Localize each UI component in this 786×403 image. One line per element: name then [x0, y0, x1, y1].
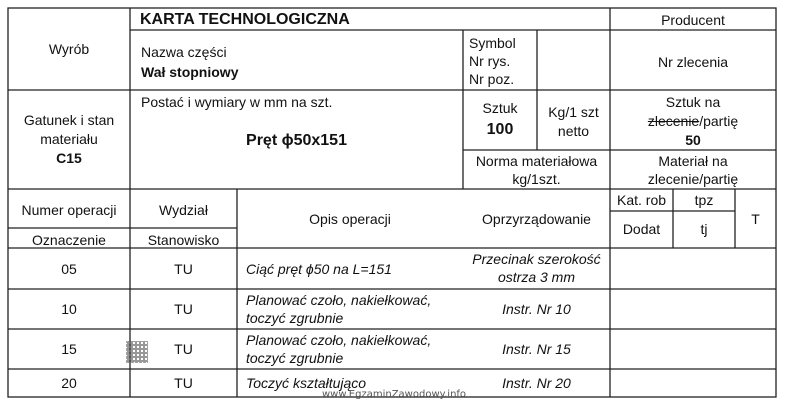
part-name-value: Wał stopniowy	[141, 64, 239, 80]
card-title: KARTA TECHNOLOGICZNA	[140, 11, 350, 28]
watermark: www.EgzaminZawodowy.info	[322, 389, 467, 400]
material-order-line2: zlecenie/partię	[647, 171, 739, 187]
batch-value: 50	[685, 132, 701, 148]
row-15-number: 15	[61, 341, 77, 357]
row-05-tooling-line2: ostrza 3 mm	[497, 269, 575, 285]
col-t: T	[751, 211, 760, 227]
row-10-number: 10	[61, 301, 77, 317]
batch-label-line2	[610, 112, 776, 130]
row-15-department: TU	[174, 341, 193, 357]
drawing-no-label: Nr rys.	[469, 53, 511, 69]
col-station: Stanowisko	[147, 232, 220, 248]
row-20-number: 20	[61, 375, 77, 391]
producer-label: Producent	[661, 12, 725, 28]
row-05-tooling-line1: Przecinak szerokość	[472, 251, 601, 267]
form-label: Postać i wymiary w mm na szt.	[141, 94, 333, 110]
col-tooling: Oprzyrządowanie	[482, 211, 591, 227]
grade-value: C15	[56, 150, 82, 166]
col-tj: tj	[700, 221, 708, 237]
row-15-tooling: Instr. Nr 15	[502, 341, 571, 357]
pieces-value: 100	[486, 121, 514, 138]
row-20-tooling: Instr. Nr 20	[502, 375, 571, 391]
col-op-number: Numer operacji	[21, 202, 117, 218]
grade-label-line2: materiału	[40, 131, 98, 147]
col-designation: Oznaczenie	[32, 232, 106, 248]
grade-label-line1: Gatunek i stan	[23, 112, 115, 128]
batch-strike: zlecenie	[647, 113, 700, 129]
pieces-label: Sztuk	[482, 100, 518, 116]
product-label: Wyrób	[48, 41, 90, 57]
row-20-description: Toczyć kształtująco	[246, 375, 367, 391]
part-name-label: Nazwa części	[141, 44, 227, 60]
material-order-line1: Materiał na	[658, 153, 728, 169]
row-10-description-line2: toczyć zgrubnie	[246, 310, 344, 326]
kg-label-line1: Kg/1 szt	[548, 104, 599, 120]
col-kat-rob: Kat. rob	[616, 192, 667, 208]
col-dodat: Dodat	[622, 221, 661, 237]
kg-label-line2: netto	[557, 123, 590, 139]
row-10-department: TU	[174, 301, 193, 317]
norm-label-line1: Norma materiałowa	[475, 153, 598, 169]
symbol-label: Symbol	[469, 35, 516, 51]
qr-mark-icon	[126, 341, 148, 363]
batch-label: Sztuk na	[665, 94, 721, 110]
form-value: Pręt ϕ50x151	[246, 132, 347, 149]
row-20-department: TU	[174, 375, 193, 391]
row-10-description-line1: Planować czoło, nakiełkować,	[246, 292, 432, 308]
row-05-description: Ciąć pręt ϕ50 na L=151	[246, 261, 392, 277]
norm-label-line2: kg/1szt.	[512, 171, 561, 187]
row-15-description-line2: toczyć zgrubnie	[246, 350, 344, 366]
order-no-label: Nr zlecenia	[657, 54, 729, 70]
position-no-label: Nr poz.	[469, 71, 515, 87]
row-15-description-line1: Planować czoło, nakiełkować,	[246, 332, 432, 348]
col-description: Opis operacji	[309, 211, 391, 227]
col-tpz: tpz	[694, 192, 714, 208]
row-10-tooling: Instr. Nr 10	[502, 301, 571, 317]
row-05-number: 05	[61, 261, 77, 277]
row-05-department: TU	[174, 261, 193, 277]
batch-tail: /partię	[699, 113, 739, 129]
col-department: Wydział	[159, 202, 208, 218]
